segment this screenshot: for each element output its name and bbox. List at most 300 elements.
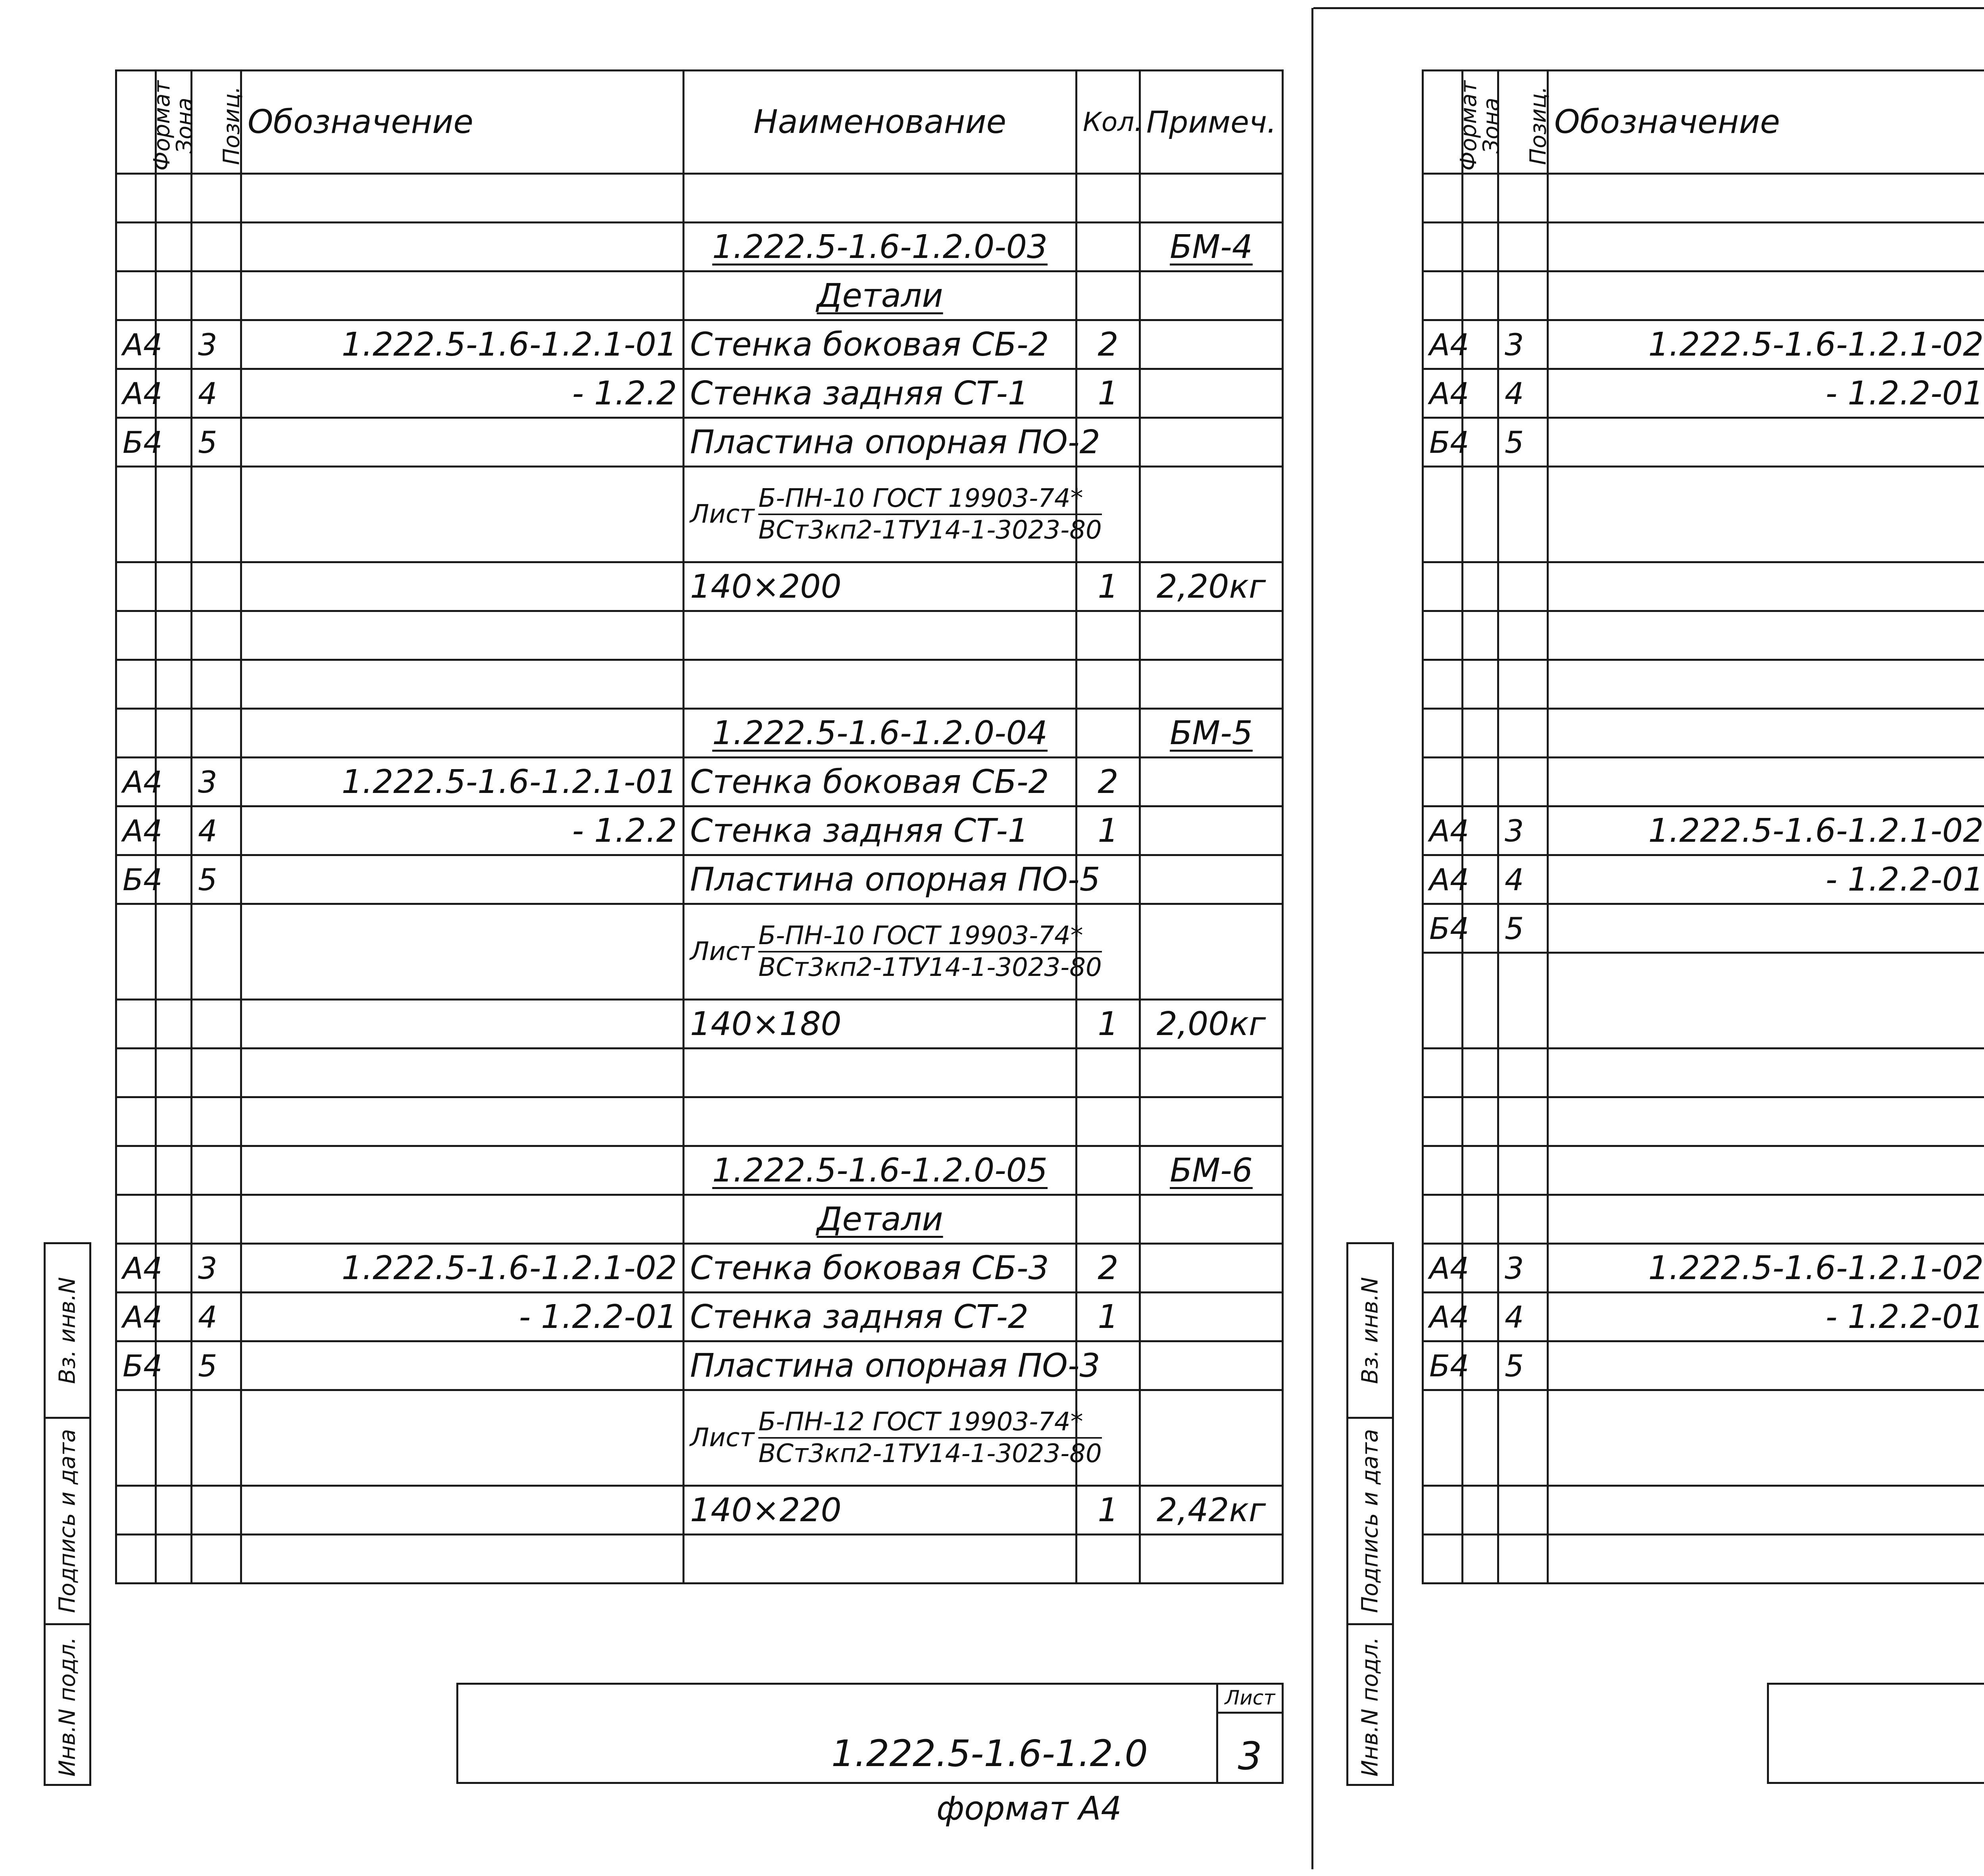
table-row (1423, 1195, 1984, 1244)
header-zone: Зона (1478, 97, 1505, 154)
cell-qty (1077, 709, 1140, 758)
cell-name: Стенка задняя СТ-2 (684, 1293, 1077, 1341)
cell-position (1498, 562, 1548, 611)
table-row (1423, 418, 1984, 467)
page-divider (1311, 8, 1313, 1869)
cell-position: 4 (1498, 369, 1548, 418)
cell-name: 140×180 (684, 1000, 1077, 1049)
cell-note (1140, 467, 1283, 562)
cell-format: А4 (116, 1244, 156, 1293)
table-row (1423, 660, 1984, 709)
cell-position: 4 (192, 1293, 241, 1341)
cell-format: А4 (116, 758, 156, 806)
material-fraction (758, 923, 1102, 980)
cell-format (116, 1146, 156, 1195)
cell-format (116, 174, 156, 223)
table-row (116, 1195, 1283, 1244)
material-fraction (758, 1409, 1102, 1466)
cell-zone (1463, 1049, 1498, 1097)
header-designation: Обозначение (241, 71, 684, 174)
material-grade: ВСт3кп2-1ТУ14-1-3023-80 (758, 953, 1102, 982)
cell-position (192, 1049, 241, 1097)
material-spec (690, 923, 1102, 980)
section-title: 1.222.5-1.6-1.2.0-04 (712, 714, 1048, 752)
cell-zone (156, 174, 192, 223)
spec-table (115, 69, 1284, 1584)
cell-note (1140, 320, 1283, 369)
stamp-label: Вз. инв.N (54, 1277, 81, 1384)
cell-format (116, 467, 156, 562)
cell-format: А4 (116, 806, 156, 855)
cell-zone (156, 904, 192, 1000)
cell-designation (241, 223, 684, 271)
table-row (116, 611, 1283, 660)
cell-position (192, 174, 241, 223)
cell-format: А4 (116, 320, 156, 369)
cell-note (1140, 418, 1283, 467)
cell-position (1498, 223, 1548, 271)
cell-position (192, 1000, 241, 1049)
cell-format (116, 709, 156, 758)
cell-qty: 2 (1077, 320, 1140, 369)
cell-format (1423, 1390, 1463, 1486)
sheet-right (1315, 0, 1984, 1876)
cell-format: Б4 (116, 1341, 156, 1390)
cell-designation (241, 611, 684, 660)
stamp-label: Инв.N подл. (54, 1636, 81, 1777)
cell-format (116, 660, 156, 709)
cell-designation (241, 904, 684, 1000)
header-zone: Зона (172, 97, 198, 154)
stamp-label: Подпись и дата (54, 1429, 81, 1613)
cell-designation (241, 660, 684, 709)
cell-designation: 1.222.5-1.6-1.2.1-02 (1548, 806, 1984, 855)
cell-position: 5 (1498, 418, 1548, 467)
cell-position (192, 1146, 241, 1195)
cell-position: 3 (1498, 806, 1548, 855)
table-row (1423, 369, 1984, 418)
table-row (116, 1390, 1283, 1486)
cell-designation (1548, 1535, 1984, 1584)
cell-note (1140, 1049, 1283, 1097)
cell-format (116, 1097, 156, 1146)
material-standard: Б-ПН-10 ГОСТ 19903-74* (758, 923, 1102, 952)
cell-format (1423, 271, 1463, 320)
cell-qty (1077, 660, 1140, 709)
cell-format: А4 (1423, 1244, 1463, 1293)
stamp-cell-vz-inv (1348, 1244, 1392, 1419)
cell-zone (1463, 1097, 1498, 1146)
cell-format (1423, 758, 1463, 806)
cell-note (1140, 369, 1283, 418)
cell-designation (241, 562, 684, 611)
header-qty: Кол. (1077, 71, 1140, 174)
table-row (116, 562, 1283, 611)
cell-format (1423, 1146, 1463, 1195)
cell-qty (1077, 1049, 1140, 1097)
section-title: 1.222.5-1.6-1.2.0-03 (712, 228, 1048, 266)
cell-position (192, 223, 241, 271)
spec-body (1423, 174, 1984, 1584)
cell-qty (1077, 1097, 1140, 1146)
cell-designation (241, 467, 684, 562)
cell-note (1140, 709, 1283, 758)
cell-qty: 1 (1077, 369, 1140, 418)
cell-designation (1548, 953, 1984, 1049)
cell-format: А4 (1423, 855, 1463, 904)
cell-qty (1077, 223, 1140, 271)
section-title: Детали (817, 1200, 943, 1238)
cell-zone (156, 467, 192, 562)
table-row (1423, 1244, 1984, 1293)
cell-name: Стенка задняя СТ-1 (684, 369, 1077, 418)
table-row (116, 806, 1283, 855)
cell-qty: 2 (1077, 758, 1140, 806)
cell-note (1140, 223, 1283, 271)
cell-format (1423, 174, 1463, 223)
cell-note: 2,00кг (1140, 1000, 1283, 1049)
table-row (116, 418, 1283, 467)
cell-qty: 1 (1077, 806, 1140, 855)
cell-zone (156, 1486, 192, 1535)
cell-format (1423, 1049, 1463, 1097)
material-grade: ВСт3кп2-1ТУ14-1-3023-80 (758, 1439, 1102, 1468)
stamp-cell-vz-inv (46, 1244, 89, 1419)
cell-designation: 1.222.5-1.6-1.2.1-02 (1548, 1244, 1984, 1293)
cell-position: 4 (192, 806, 241, 855)
material-label: Лист (690, 1423, 755, 1453)
material-standard: Б-ПН-12 ГОСТ 19903-74* (758, 1409, 1102, 1439)
cell-position: 5 (1498, 904, 1548, 953)
cell-designation (1548, 223, 1984, 271)
cell-designation: - 1.2.2 (241, 369, 684, 418)
cell-zone (1463, 271, 1498, 320)
table-row (116, 174, 1283, 223)
cell-format: А4 (116, 1293, 156, 1341)
table-row (1423, 953, 1984, 1049)
title-block (1767, 1683, 1984, 1784)
cell-format (1423, 223, 1463, 271)
cell-position (1498, 1390, 1548, 1486)
cell-note (1140, 1390, 1283, 1486)
header-position: Позиц. (1525, 86, 1551, 165)
cell-position (1498, 467, 1548, 562)
cell-name (684, 904, 1102, 1000)
cell-qty: 1 (1077, 1000, 1140, 1049)
header-note: Примеч. (1140, 71, 1283, 174)
cell-format: Б4 (1423, 418, 1463, 467)
cell-designation: - 1.2.2-01 (1548, 1293, 1984, 1341)
cell-zone (156, 1195, 192, 1244)
table-row (116, 855, 1283, 904)
cell-qty (1077, 174, 1140, 223)
assembly-mark: БМ-5 (1170, 714, 1253, 752)
approval-stamp (44, 1242, 91, 1786)
table-row (1423, 806, 1984, 855)
cell-zone (1463, 1486, 1498, 1535)
cell-qty (1077, 611, 1140, 660)
cell-name (684, 467, 1102, 562)
cell-position: 3 (192, 320, 241, 369)
cell-zone (156, 709, 192, 758)
cell-note (1140, 1146, 1283, 1195)
cell-position: 5 (192, 418, 241, 467)
cell-name (684, 174, 1077, 223)
cell-designation (1548, 660, 1984, 709)
cell-designation (1548, 1390, 1984, 1486)
cell-note (1140, 855, 1283, 904)
cell-position (192, 467, 241, 562)
cell-position (192, 1390, 241, 1486)
cell-designation (1548, 1341, 1984, 1390)
cell-designation (1548, 271, 1984, 320)
table-row (1423, 1486, 1984, 1535)
cell-name (684, 1535, 1077, 1584)
stamp-cell-podpis (46, 1419, 89, 1625)
stamp-cell-inv-podl (1348, 1625, 1392, 1788)
cell-qty: 1 (1077, 1293, 1140, 1341)
cell-format (1423, 611, 1463, 660)
cell-format: Б4 (1423, 904, 1463, 953)
table-row (116, 369, 1283, 418)
cell-zone (156, 1535, 192, 1584)
cell-format (1423, 1195, 1463, 1244)
cell-position (192, 1486, 241, 1535)
sheet-label: Лист (1218, 1686, 1282, 1714)
table-row (1423, 1293, 1984, 1341)
cell-format (1423, 467, 1463, 562)
cell-designation (1548, 467, 1984, 562)
cell-note (1140, 660, 1283, 709)
cell-format (116, 904, 156, 1000)
table-row (1423, 1146, 1984, 1195)
table-row (1423, 611, 1984, 660)
cell-position (1498, 953, 1548, 1049)
cell-name (684, 1195, 1077, 1244)
approval-stamp (1346, 1242, 1394, 1786)
col-position (192, 71, 245, 174)
section-title: 1.222.5-1.6-1.2.0-05 (712, 1151, 1048, 1189)
cell-designation (241, 709, 684, 758)
table-row (116, 1146, 1283, 1195)
cell-position (192, 611, 241, 660)
spec-body (116, 174, 1283, 1584)
cell-format (116, 1486, 156, 1535)
cell-position (1498, 758, 1548, 806)
header-format: Формат (1456, 80, 1482, 171)
cell-position: 3 (1498, 320, 1548, 369)
cell-note (1140, 904, 1283, 1000)
cell-name: 140×200 (684, 562, 1077, 611)
cell-position: 4 (1498, 855, 1548, 904)
spec-table (1422, 69, 1984, 1584)
table-row (116, 1244, 1283, 1293)
cell-zone (156, 1390, 192, 1486)
cell-position: 5 (192, 1341, 241, 1390)
cell-format (1423, 1535, 1463, 1584)
cell-designation (1548, 174, 1984, 223)
cell-note (1140, 1097, 1283, 1146)
cell-designation (241, 174, 684, 223)
cell-zone (156, 271, 192, 320)
cell-designation: - 1.2.2-01 (1548, 369, 1984, 418)
material-standard: Б-ПН-10 ГОСТ 19903-74* (758, 486, 1102, 515)
title-block (456, 1683, 1284, 1784)
cell-position (1498, 271, 1548, 320)
format-note: формат А4 (936, 1790, 1122, 1828)
cell-name (684, 271, 1077, 320)
cell-format (116, 1049, 156, 1097)
assembly-mark: БМ-4 (1170, 228, 1253, 266)
cell-name (684, 1097, 1077, 1146)
cell-position (1498, 660, 1548, 709)
stamp-label: Подпись и дата (1357, 1429, 1383, 1613)
section-title: Детали (817, 277, 943, 315)
cell-designation (241, 1195, 684, 1244)
cell-format (116, 611, 156, 660)
cell-format: А4 (116, 369, 156, 418)
table-row (116, 1000, 1283, 1049)
table-row (1423, 467, 1984, 562)
cell-qty (1077, 1535, 1140, 1584)
header-name: Наименование (684, 71, 1077, 174)
cell-qty (1077, 271, 1140, 320)
cell-designation (1548, 1049, 1984, 1097)
cell-format (1423, 1486, 1463, 1535)
cell-designation (1548, 562, 1984, 611)
cell-format: Б4 (116, 855, 156, 904)
cell-format (116, 223, 156, 271)
cell-designation (241, 855, 684, 904)
material-spec (690, 486, 1102, 543)
cell-zone (156, 1146, 192, 1195)
cell-note (1140, 611, 1283, 660)
cell-qty: 1 (1077, 562, 1140, 611)
cell-designation (241, 418, 684, 467)
cell-designation (1548, 611, 1984, 660)
table-row (1423, 271, 1984, 320)
cell-designation (241, 1000, 684, 1049)
material-grade: ВСт3кп2-1ТУ14-1-3023-80 (758, 516, 1102, 545)
cell-designation: - 1.2.2 (241, 806, 684, 855)
cell-designation (1548, 904, 1984, 953)
cell-note (1140, 806, 1283, 855)
cell-position (192, 709, 241, 758)
cell-format (116, 562, 156, 611)
cell-position (192, 1535, 241, 1584)
table-row (1423, 855, 1984, 904)
cell-zone (1463, 562, 1498, 611)
cell-format (1423, 562, 1463, 611)
table-row (116, 709, 1283, 758)
stamp-cell-inv-podl (46, 1625, 89, 1788)
cell-format (116, 1195, 156, 1244)
table-row (116, 1486, 1283, 1535)
cell-designation: - 1.2.2-01 (241, 1293, 684, 1341)
cell-position (1498, 1049, 1548, 1097)
cell-name: Пластина опорная ПО-3 (684, 1341, 1077, 1390)
cell-zone (1463, 1535, 1498, 1584)
table-row (116, 1049, 1283, 1097)
title-block-sheet (1216, 1685, 1282, 1784)
table-row (116, 1097, 1283, 1146)
cell-position: 5 (1498, 1341, 1548, 1390)
cell-designation (1548, 1097, 1984, 1146)
cell-position (192, 271, 241, 320)
cell-format: Б4 (1423, 1341, 1463, 1390)
sheet-number: 3 (1238, 1734, 1262, 1778)
cell-designation (241, 1341, 684, 1390)
cell-designation: 1.222.5-1.6-1.2.1-01 (241, 758, 684, 806)
cell-designation (241, 1390, 684, 1486)
table-row (116, 1293, 1283, 1341)
cell-format (116, 1535, 156, 1584)
cell-position: 5 (192, 855, 241, 904)
header-position: Позиц. (219, 86, 245, 165)
cell-format (1423, 953, 1463, 1049)
stamp-label: Вз. инв.N (1357, 1277, 1383, 1384)
cell-designation (241, 1535, 684, 1584)
col-position (1498, 71, 1551, 174)
cell-zone (156, 1000, 192, 1049)
cell-position (1498, 611, 1548, 660)
cell-position (1498, 709, 1548, 758)
cell-note (1140, 1244, 1283, 1293)
cell-position: 4 (192, 369, 241, 418)
cell-designation (241, 1097, 684, 1146)
cell-position: 3 (192, 758, 241, 806)
cell-designation (1548, 1486, 1984, 1535)
table-row (1423, 174, 1984, 223)
cell-designation (1548, 709, 1984, 758)
cell-zone (156, 223, 192, 271)
material-fraction (758, 486, 1102, 543)
cell-designation (241, 271, 684, 320)
cell-name (684, 709, 1077, 758)
cell-zone (1463, 467, 1498, 562)
cell-name (684, 1390, 1102, 1486)
cell-designation (1548, 758, 1984, 806)
cell-qty (1077, 1146, 1140, 1195)
cell-designation: 1.222.5-1.6-1.2.1-02 (1548, 320, 1984, 369)
col-format (116, 71, 175, 174)
cell-qty: 2 (1077, 1244, 1140, 1293)
header-designation: Обозначение (1548, 71, 1984, 174)
cell-note: 2,20кг (1140, 562, 1283, 611)
cell-zone (156, 1049, 192, 1097)
cell-zone (1463, 758, 1498, 806)
table-row (1423, 709, 1984, 758)
cell-name: Пластина опорная ПО-2 (684, 418, 1077, 467)
cell-designation (241, 1146, 684, 1195)
cell-zone (1463, 660, 1498, 709)
cell-designation (241, 1486, 684, 1535)
cell-note (1140, 271, 1283, 320)
assembly-mark: БМ-6 (1170, 1151, 1253, 1189)
cell-name: Стенка задняя СТ-1 (684, 806, 1077, 855)
cell-format (116, 1390, 156, 1486)
cell-name: Стенка боковая СБ-2 (684, 320, 1077, 369)
material-label: Лист (690, 937, 755, 966)
stamp-cell-podpis (1348, 1419, 1392, 1625)
cell-name: 140×220 (684, 1486, 1077, 1535)
table-row (116, 320, 1283, 369)
cell-format (116, 271, 156, 320)
cell-position (192, 562, 241, 611)
cell-format: Б4 (116, 418, 156, 467)
cell-designation (1548, 418, 1984, 467)
table-row (1423, 904, 1984, 953)
